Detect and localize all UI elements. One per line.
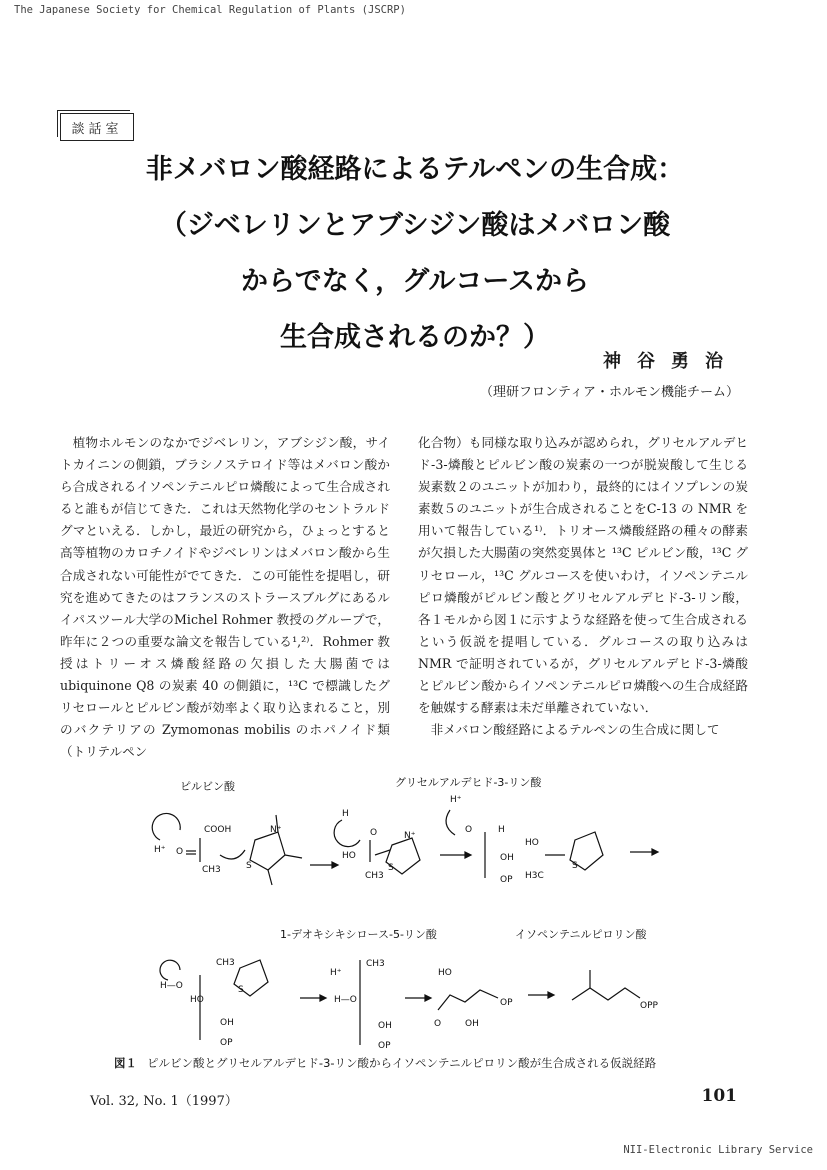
svg-text:HO: HO (525, 838, 539, 848)
right-column (418, 432, 748, 741)
svg-text:HO: HO (342, 851, 356, 861)
svg-text:N⁺: N⁺ (270, 825, 282, 835)
label-dxp: 1-デオキシキシロース-5-リン酸 (280, 928, 437, 941)
svg-text:CH3: CH3 (365, 871, 384, 881)
svg-text:H—O: H—O (334, 995, 357, 1005)
svg-text:OP: OP (220, 1038, 233, 1048)
svg-text:S: S (238, 985, 244, 995)
author-name: 神谷勇治 (603, 351, 739, 372)
svg-text:O: O (176, 847, 184, 857)
svg-text:H3C: H3C (525, 871, 544, 881)
svg-text:CH3: CH3 (366, 959, 385, 969)
title-line-3: からでなく，グルコースから (240, 266, 590, 297)
svg-text:OP: OP (500, 875, 513, 885)
svg-text:HO: HO (438, 968, 452, 978)
g3p-structure (446, 795, 603, 885)
figure-number: 図１ (114, 1056, 137, 1070)
left-column (60, 432, 390, 763)
title-line-4: 生合成されるのか？） (280, 322, 550, 353)
left-paragraph: 植物ホルモンのなかでジベレリン，アブシジン酸，サイトカイニンの側鎖，ブラシノステロイド等はメバロン酸から合成されるイソペンテニルピロ燐酸によって生合成されると誰もが信じてきた．これは天然物化学のセントラルドグマといえる．しかし，最近の研究から，ひょっとすると高等植物のカロチノイドやジベレリンはメバロン酸から生合成されない可能性がでてきた．この可能性を提唱し，研究を進めてきたのはフランスのストラースブルグにあるルイパスツール大学のMichel Rohmer 教授のグループで，昨年に２つの重要な論文を報告している¹,²⁾．Rohmer 教授はトリーオス燐酸経路の欠損した大腸菌では ubiquinone Q8 の炭素 40 の側鎖に，¹³C で標識したグリセロールとピルビン酸が効率よく取り込まれること，別のバクテリアの Zymomonas mobilis のホパノイド類（トリテルペン (60, 435, 390, 760)
dxp-structure (434, 968, 513, 1029)
caption-text: ピルビン酸とグリセルアルデヒド-3-リン酸からイソペンテニルピロリン酸が生合成される仮説経路 (147, 1056, 657, 1070)
svg-text:O: O (370, 828, 378, 838)
svg-text:H⁺: H⁺ (330, 968, 342, 978)
title-line-2: （ジベレリンとアブシジン酸はメバロン酸 (159, 210, 671, 241)
svg-text:S: S (572, 861, 578, 871)
title-line-1: 非メバロン酸経路によるテルペンの生合成： (145, 154, 685, 185)
svg-text:H⁺: H⁺ (154, 845, 166, 855)
ipp-structure (572, 970, 659, 1011)
article-title (60, 142, 770, 366)
svg-text:H: H (498, 825, 505, 835)
svg-text:OPP: OPP (640, 1001, 658, 1011)
dxp-intermediate (330, 959, 392, 1051)
right-paragraph-2: 非メバロン酸経路によるテルペンの生合成に関して (430, 722, 720, 738)
adduct-structure (334, 809, 420, 881)
pathway-figure (120, 770, 680, 1070)
svg-text:OH: OH (465, 1019, 479, 1029)
svg-text:N⁺: N⁺ (404, 831, 416, 841)
volume-info: Vol. 32, No. 1（1997） (90, 1094, 238, 1109)
svg-text:S: S (246, 861, 252, 871)
svg-text:HO: HO (190, 995, 204, 1005)
svg-text:OH: OH (500, 853, 514, 863)
footer-line: NII-Electronic Library Service (623, 1144, 813, 1156)
right-paragraph-1: 化合物）も同様な取り込みが認められ，グリセルアルデヒド-3-燐酸とピルビン酸の炭素の一つが脱炭酸して生じる炭素数２のユニットが加わり，最終的にはイソプレンの炭素数５のユニットが生合成されることをC-13 の NMR を用いて報告している¹⁾．トリオース燐酸経路の種々の酵素が欠損した大腸菌の突然変異体と ¹³C ピルビン酸，¹³C グリセロール，¹³C グルコースを使いわけ，イソペンテニルピロ燐酸がピルビン酸とグリセルアルデヒド-3-リン酸，各１モルから図１に示すような経路を使って生合成されるという仮説を提唱している．グルコースの取り込みは NMR で証明されているが，グリセルアルデヒド-3-燐酸とピルビン酸からイソペンテニルピロ燐酸への生合成経路を触媒する酵素は未だ単離されていない． (418, 435, 748, 716)
header-line: The Japanese Society for Chemical Regulation of Plants (JSCRP) (14, 4, 406, 16)
page-number: 101 (701, 1086, 737, 1106)
svg-text:OH: OH (220, 1018, 234, 1028)
svg-text:H: H (342, 809, 349, 819)
label-g3p: グリセルアルデヒド-3-リン酸 (395, 776, 542, 789)
svg-text:O: O (434, 1019, 442, 1029)
label-pyruvate: ピルビン酸 (180, 780, 235, 793)
author-affiliation: （理研フロンティア・ホルモン機能チーム） (480, 385, 739, 400)
svg-text:CH3: CH3 (216, 958, 235, 968)
svg-text:OH: OH (378, 1021, 392, 1031)
section-tag: 談話室 (60, 113, 134, 141)
svg-text:H⁺: H⁺ (450, 795, 462, 805)
svg-text:OP: OP (500, 998, 513, 1008)
label-ipp: イソペンテニルピロリン酸 (515, 928, 647, 941)
figure-caption (114, 1055, 656, 1071)
svg-text:S: S (388, 863, 394, 873)
svg-text:H—O: H—O (160, 981, 183, 991)
svg-text:OP: OP (378, 1041, 391, 1051)
pyruvate-structure (152, 813, 302, 885)
thiamine-adduct-2 (160, 958, 268, 1048)
svg-text:O: O (465, 825, 473, 835)
svg-text:COOH: COOH (204, 825, 232, 835)
svg-text:CH3: CH3 (202, 865, 221, 875)
